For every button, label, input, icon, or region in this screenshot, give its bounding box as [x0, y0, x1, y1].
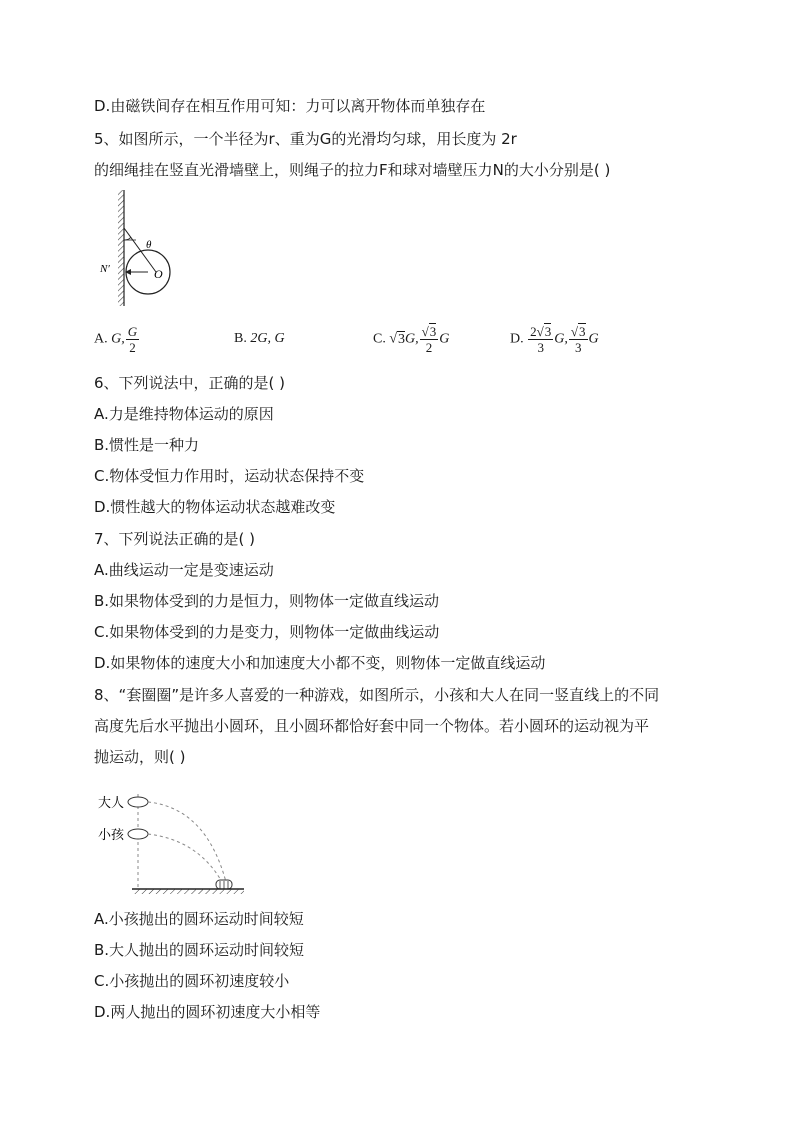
q7-option-b: B.如果物体受到的力是恒力，则物体一定做直线运动: [94, 592, 440, 610]
q5-figure-ball-on-wall: [96, 188, 186, 308]
q8-stem-line1: 8、“套圈圈”是许多人喜爱的一种游戏，如图所示，小孩和大人在同一竖直线上的不同: [94, 686, 660, 704]
q4-option-d: D.由磁铁间存在相互作用可知：力可以离开物体而单独存在: [94, 97, 486, 115]
q5-option-c: C. √3G, $\frac{√3}{2}$ G: [373, 324, 450, 355]
normal-force-label: N′: [100, 263, 110, 275]
q8-stem-line3: 抛运动，则( ): [94, 748, 186, 766]
q7-option-d: D.如果物体的速度大小和加速度大小都不变，则物体一定做直线运动: [94, 654, 546, 672]
q7-stem: 7、下列说法正确的是( ): [94, 530, 256, 548]
q7-option-c: C.如果物体受到的力是变力，则物体一定做曲线运动: [94, 623, 440, 641]
q8-stem-line2: 高度先后水平抛出小圆环，且小圆环都恰好套中同一个物体。若小圆环的运动视为平: [94, 717, 650, 735]
q7-option-a: A.曲线运动一定是变速运动: [94, 561, 274, 579]
q8-option-d: D.两人抛出的圆环初速度大小相等: [94, 1003, 321, 1021]
q5-stem-line2: 的细绳挂在竖直光滑墙壁上，则绳子的拉力F和球对墙壁压力N的大小分别是( ): [94, 161, 611, 179]
q8-option-a: A.小孩抛出的圆环运动时间较短: [94, 910, 304, 928]
adult-trajectory: [148, 802, 226, 882]
q6-option-c: C.物体受恒力作用时，运动状态保持不变: [94, 467, 365, 485]
center-label: O: [154, 267, 163, 281]
child-ring: [128, 829, 148, 839]
q8-option-c: C.小孩抛出的圆环初速度较小: [94, 972, 290, 990]
q6-option-d: D.惯性越大的物体运动状态越难改变: [94, 498, 336, 516]
child-trajectory: [148, 834, 222, 882]
q8-figure-ring-toss: [94, 786, 254, 898]
theta-label: θ: [146, 239, 152, 251]
child-label: 小孩: [98, 827, 125, 842]
wall-hatch: [118, 190, 124, 306]
q5-option-d: D. $\frac{2√3}{3}$ G, $\frac{√3}{3}$ G: [510, 324, 599, 355]
ground-hatch: [132, 889, 244, 894]
q5-option-b: B. 2G, G: [234, 331, 285, 346]
q6-stem: 6、下列说法中，正确的是( ): [94, 374, 286, 392]
q6-option-a: A.力是维持物体运动的原因: [94, 405, 274, 423]
angle-arc: [124, 237, 131, 240]
q5-option-a: A. G, $\frac{G}{2}$: [94, 324, 138, 355]
adult-ring: [128, 797, 148, 807]
q6-option-b: B.惯性是一种力: [94, 436, 200, 454]
q5-stem-line1: 5、如图所示，一个半径为r、重为G的光滑均匀球，用长度为 2r: [94, 130, 517, 148]
adult-label: 大人: [98, 795, 125, 810]
q8-option-b: B.大人抛出的圆环运动时间较短: [94, 941, 305, 959]
